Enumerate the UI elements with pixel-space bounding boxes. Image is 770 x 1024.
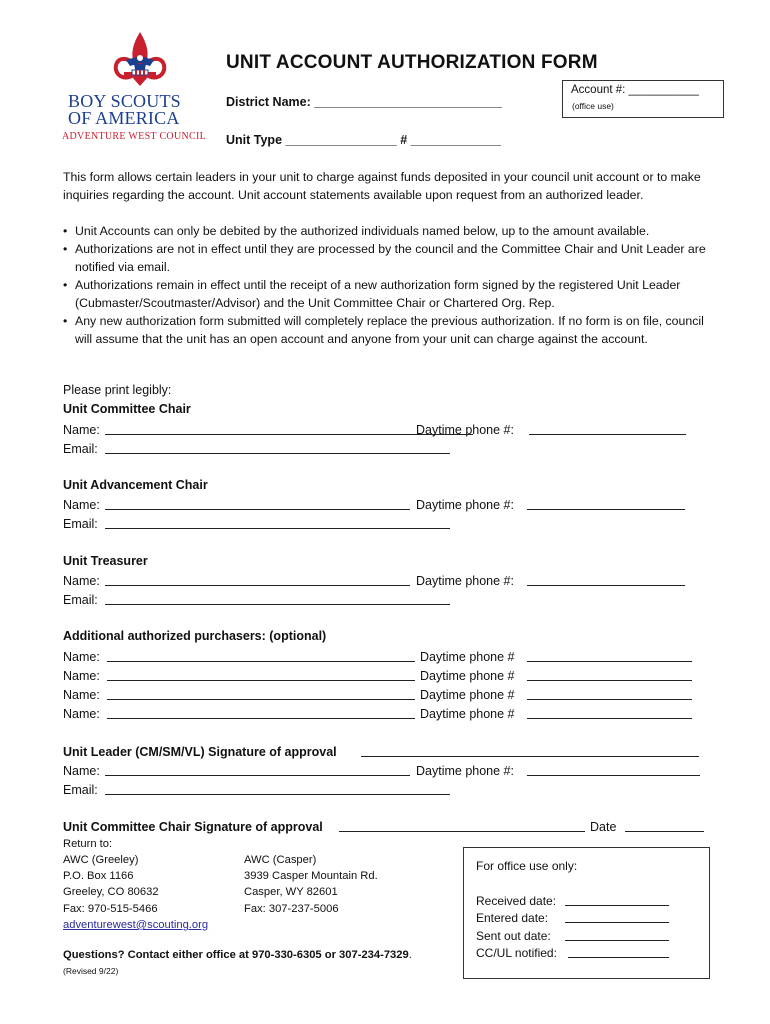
casper-address: 3939 Casper Mountain Rd.	[244, 870, 378, 882]
section-committee-chair: Unit Committee Chair	[63, 402, 191, 416]
email-label: Email:	[63, 442, 98, 456]
entered-date-row	[476, 909, 696, 927]
unit-leader-phone-input[interactable]	[527, 775, 700, 776]
treasurer-email-row	[63, 591, 713, 609]
sent-out-date-input[interactable]	[565, 940, 669, 941]
list-item: • Unit Accounts can only be debited by the authorized individuals named below, up to the amount available.	[63, 222, 713, 240]
phone-label: Daytime phone #	[420, 688, 515, 702]
section-treasurer: Unit Treasurer	[63, 554, 148, 568]
phone-label: Daytime phone #:	[416, 574, 514, 588]
purchaser-4-name-input[interactable]	[107, 718, 415, 719]
committee-chair-signature-row	[63, 818, 713, 836]
purchaser-1-phone-input[interactable]	[527, 661, 692, 662]
casper-fax: Fax: 307-237-5006	[244, 903, 339, 915]
committee-chair-phone-input[interactable]	[529, 434, 686, 435]
page-title: UNIT ACCOUNT AUTHORIZATION FORM	[226, 52, 598, 73]
committee-chair-signature-input[interactable]	[339, 831, 585, 832]
purchaser-row	[63, 667, 713, 685]
unit-leader-signature-label: Unit Leader (CM/SM/VL) Signature of approval	[63, 745, 337, 759]
casper-city: Casper, WY 82601	[244, 886, 338, 898]
org-name-line2: OF AMERICA	[68, 108, 180, 128]
section-additional-purchasers: Additional authorized purchasers: (optional)	[63, 629, 327, 643]
treasurer-phone-input[interactable]	[527, 585, 685, 586]
account-number-field[interactable]: Account #: ___________	[571, 84, 699, 96]
casper-office-name: AWC (Casper)	[244, 854, 317, 866]
purchaser-4-phone-input[interactable]	[527, 718, 692, 719]
district-name-field[interactable]: District Name: ___________________________	[226, 95, 502, 109]
greeley-city: Greeley, CO 80632	[63, 886, 159, 898]
advancement-chair-name-input[interactable]	[105, 509, 410, 510]
advancement-chair-name-row	[63, 496, 713, 514]
contact-email-link[interactable]	[63, 917, 208, 934]
email-label: Email:	[63, 783, 98, 797]
greeley-office-name: AWC (Greeley)	[63, 854, 139, 866]
committee-chair-name-row	[63, 421, 713, 439]
phone-label: Daytime phone #	[420, 669, 515, 683]
purchaser-row	[63, 686, 713, 704]
notified-row	[476, 944, 696, 962]
name-label: Name:	[63, 650, 100, 664]
phone-label: Daytime phone #:	[416, 764, 514, 778]
advancement-chair-email-row	[63, 515, 713, 533]
questions-contact: Questions? Contact either office at 970-330-6305 or 307-234-7329.	[63, 949, 412, 961]
name-label: Name:	[63, 669, 100, 683]
notified-input[interactable]	[568, 957, 669, 958]
purchaser-2-phone-input[interactable]	[527, 680, 692, 681]
unit-leader-name-input[interactable]	[105, 775, 410, 776]
email-label: Email:	[63, 593, 98, 607]
print-legibly-note: Please print legibly:	[63, 383, 172, 397]
purchaser-2-name-input[interactable]	[107, 680, 415, 681]
treasurer-name-row	[63, 572, 713, 590]
advancement-chair-phone-input[interactable]	[527, 509, 685, 510]
name-label: Name:	[63, 574, 100, 588]
received-date-row	[476, 892, 696, 910]
unit-type-field[interactable]: Unit Type ________________ # _____________	[226, 133, 501, 147]
name-label: Name:	[63, 707, 100, 721]
greeley-address: P.O. Box 1166	[63, 870, 134, 882]
rules-list	[63, 222, 713, 348]
name-label: Name:	[63, 688, 100, 702]
unit-leader-signature-input[interactable]	[361, 756, 699, 757]
notified-label: CC/UL notified:	[476, 946, 557, 960]
received-date-label: Received date:	[476, 894, 557, 908]
bsa-logo	[60, 30, 220, 145]
unit-leader-signature-row	[63, 743, 713, 761]
section-advancement-chair: Unit Advancement Chair	[63, 478, 208, 492]
entered-date-input[interactable]	[565, 922, 669, 923]
phone-label: Daytime phone #	[420, 650, 515, 664]
committee-chair-email-row	[63, 440, 713, 458]
name-label: Name:	[63, 498, 100, 512]
committee-chair-signature-label: Unit Committee Chair Signature of approval	[63, 820, 323, 834]
name-label: Name:	[63, 423, 100, 437]
list-item: • Any new authorization form submitted will completely replace the previous authorization. If no form is on file, council will assume that the unit has an open account and anyone from your unit can charge against the account.	[63, 312, 713, 348]
office-use-note: (office use)	[572, 101, 614, 111]
purchaser-3-phone-input[interactable]	[527, 699, 692, 700]
purchaser-1-name-input[interactable]	[107, 661, 415, 662]
council-name: ADVENTURE WEST COUNCIL	[62, 131, 207, 142]
greeley-fax: Fax: 970-515-5466	[63, 903, 158, 915]
revised-date: (Revised 9/22)	[63, 966, 119, 976]
committee-chair-email-input[interactable]	[105, 453, 450, 454]
phone-label: Daytime phone #:	[416, 498, 514, 512]
purchaser-3-name-input[interactable]	[107, 699, 415, 700]
list-item: • Authorizations are not in effect until they are processed by the council and the Committee Chair and Unit Leader are notified via email.	[63, 240, 713, 276]
advancement-chair-email-input[interactable]	[105, 528, 450, 529]
sent-out-date-label: Sent out date:	[476, 929, 551, 943]
name-label: Name:	[63, 764, 100, 778]
unit-leader-email-input[interactable]	[105, 794, 450, 795]
unit-leader-email-row	[63, 781, 713, 799]
received-date-input[interactable]	[565, 905, 669, 906]
intro-paragraph: This form allows certain leaders in your unit to charge against funds deposited in your council unit account or to make inquiries regarding the account. Unit account statements available upon request from an authorized leader.	[63, 170, 701, 202]
unit-leader-name-row	[63, 762, 713, 780]
return-to-heading: Return to:	[63, 838, 113, 850]
entered-date-label: Entered date:	[476, 911, 549, 925]
signature-date-input[interactable]	[625, 831, 704, 832]
office-use-title: For office use only:	[476, 859, 578, 873]
purchaser-row	[63, 648, 713, 666]
date-label: Date	[590, 820, 617, 834]
treasurer-name-input[interactable]	[105, 585, 410, 586]
list-item: • Authorizations remain in effect until the receipt of a new authorization form signed by the registered Unit Leader (Cubmaster/Scoutmaster/Advisor) and the Unit Committee Chair or Chartered Org. Rep.	[63, 276, 713, 312]
questions-text: Questions? Contact either office at 970-330-6305 or 307-234-7329	[63, 949, 409, 961]
email-label: Email:	[63, 517, 98, 531]
purchaser-row	[63, 705, 713, 723]
phone-label: Daytime phone #	[420, 707, 515, 721]
sent-out-date-row	[476, 927, 696, 945]
phone-label: Daytime phone #:	[416, 423, 514, 437]
org-name-line1: BOY SCOUTS	[68, 91, 181, 111]
email-link-text[interactable]: adventurewest@scouting.org	[63, 919, 209, 931]
treasurer-email-input[interactable]	[105, 604, 450, 605]
